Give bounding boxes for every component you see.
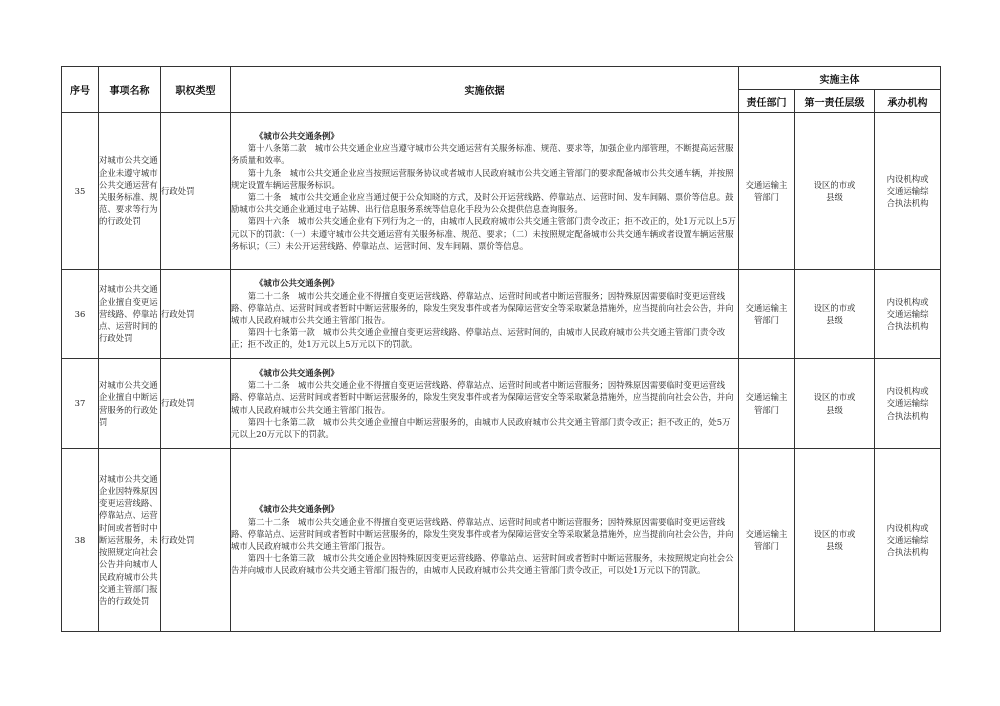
dept-text: 交通运输主管部门: [745, 302, 788, 325]
row-basis: [231, 270, 739, 359]
row-seq: 35: [62, 113, 99, 270]
row-dept: [739, 449, 795, 632]
row-item-name: 对城市公共交通企业擅自中断运营服务的行政处罚: [99, 359, 161, 449]
row-org: [875, 449, 941, 632]
row-function-type: 行政处罚: [161, 113, 231, 270]
basis-paragraph: 第十八条第二款 城市公共交通企业应当遵守城市公共交通运营有关服务标准、规范、要求等，加强企业内部管理，不断提高运营服务质量和效率。: [231, 143, 734, 166]
row-dept: [739, 113, 795, 270]
basis-paragraph: 第二十二条 城市公共交通企业不得擅自变更运营线路、停靠站点、运营时间或者中断运营服务；因特殊原因需要临时变更运营线路、停靠站点、运营时间或者暂时中断运营服务的，除发生突发事件或者为保障运营安全等采取紧急措施外，应当提前向社会公告，并向城市人民政府城市公共交通主管部门报告。: [231, 380, 734, 415]
basis-title: 《城市公共交通条例》: [255, 367, 339, 378]
row-basis: [231, 359, 739, 449]
level-text: 设区的市或县级: [813, 179, 856, 202]
header-item-name: 事项名称: [99, 67, 161, 113]
org-text: 内设机构或交通运输综合执法机构: [886, 173, 929, 209]
basis-title: 《城市公共交通条例》: [255, 504, 339, 515]
basis-paragraph: 第二十二条 城市公共交通企业不得擅自变更运营线路、停靠站点、运营时间或者中断运营服务；因特殊原因需要临时变更运营线路、停靠站点、运营时间或者暂时中断运营服务的，除发生突发事件或者为保障运营安全等采取紧急措施外，应当提前向社会公告，并向城市人民政府城市公共交通主管部门报告。: [231, 516, 734, 551]
basis-paragraph: 第四十六条 城市公共交通企业有下列行为之一的，由城市人民政府城市公共交通主管部门责令改正；拒不改正的，处1万元以上5万元以下的罚款：（一）未遵守城市公共交通运营有关服务标准、规范、要求；（二）未按照规定配备城市公共交通车辆或者设置车辆运营服务标识；（三）未公开运营线路、停靠站点、运营时间、发车间隔、票价等信息。: [231, 216, 736, 251]
row-function-type: 行政处罚: [161, 359, 231, 449]
org-text: 内设机构或交通运输综合执法机构: [886, 296, 929, 332]
org-text: 内设机构或交通运输综合执法机构: [886, 522, 929, 558]
org-text: 内设机构或交通运输综合执法机构: [886, 386, 929, 421]
row-seq: 37: [62, 359, 99, 449]
row-level: [795, 359, 875, 449]
header-dept: 责任部门: [739, 90, 795, 113]
row-basis: [231, 113, 739, 270]
header-org: 承办机构: [875, 90, 941, 113]
row-level: [795, 270, 875, 359]
table-row: [62, 359, 941, 449]
authority-list-table: [61, 66, 941, 632]
row-org: [875, 113, 941, 270]
row-seq: 38: [62, 449, 99, 632]
header-subject: 实施主体: [739, 67, 941, 90]
basis-paragraph: 第二十条 城市公共交通企业应当通过便于公众知晓的方式，及时公开运营线路、停靠站点、运营时间、发车间隔、票价等信息。鼓励城市公共交通企业通过电子站牌、出行信息服务系统等信息化手段为公众提供信息查询服务。: [231, 192, 734, 215]
row-org: [875, 359, 941, 449]
basis-paragraph: 第四十七条第一款 城市公共交通企业擅自变更运营线路、停靠站点、运营时间的，由城市人民政府城市公共交通主管部门责令改正；拒不改正的，处1万元以上5万元以下的罚款。: [231, 327, 726, 350]
row-function-type: 行政处罚: [161, 270, 231, 359]
dept-text: 交通运输主管部门: [745, 528, 788, 551]
row-basis: [231, 449, 739, 632]
row-level: [795, 449, 875, 632]
basis-title: 《城市公共交通条例》: [255, 278, 339, 289]
level-text: 设区的市或县级: [813, 528, 856, 551]
header-seq: 序号: [62, 67, 99, 113]
table-row: [62, 113, 941, 270]
row-item-name: 对城市公共交通企业擅自变更运营线路、停靠站点、运营时间的行政处罚: [99, 270, 161, 359]
row-item-name: 对城市公共交通企业未遵守城市公共交通运营有关服务标准、规范、要求等行为的行政处罚: [99, 113, 161, 270]
header-basis: 实施依据: [231, 67, 739, 113]
table-row: [62, 270, 941, 359]
row-function-type: 行政处罚: [161, 449, 231, 632]
row-dept: [739, 270, 795, 359]
row-org: [875, 270, 941, 359]
basis-paragraph: 第二十二条 城市公共交通企业不得擅自变更运营线路、停靠站点、运营时间或者中断运营服务；因特殊原因需要临时变更运营线路、停靠站点、运营时间或者暂时中断运营服务的，除发生突发事件或者为保障运营安全等采取紧急措施外，应当提前向社会公告，并向城市人民政府城市公共交通主管部门报告。: [231, 290, 734, 325]
basis-paragraph: 第十九条 城市公共交通企业应当按照运营服务协议或者城市人民政府城市公共交通主管部门的要求配备城市公共交通车辆，并按照规定设置车辆运营服务标识。: [231, 167, 734, 190]
level-text: 设区的市或县级: [813, 302, 856, 325]
row-seq: 36: [62, 270, 99, 359]
dept-text: 交通运输主管部门: [745, 179, 788, 202]
basis-title: 《城市公共交通条例》: [255, 130, 339, 141]
table-row: [62, 449, 941, 632]
row-dept: [739, 359, 795, 449]
level-text: 设区的市或县级: [813, 392, 856, 415]
header-level: 第一责任层级: [795, 90, 875, 113]
basis-paragraph: 第四十七条第二款 城市公共交通企业擅自中断运营服务的，由城市人民政府城市公共交通主管部门责令改正；拒不改正的，处5万元以上20万元以下的罚款。: [231, 416, 731, 439]
basis-paragraph: 第四十七条第三款 城市公共交通企业因特殊原因变更运营线路、停靠站点、运营时间或者暂时中断运营服务，未按照规定向社会公告并向城市人民政府城市公共交通主管部门报告的，由城市人民政府城市公共交通主管部门责令改正，可以处1万元以下的罚款。: [231, 553, 734, 576]
header-row-top: [62, 67, 941, 90]
header-function-type: 职权类型: [161, 67, 231, 113]
row-item-name: 对城市公共交通企业因特殊原因变更运营线路、停靠站点、运营时间或者暂时中断运营服务，未按照规定向社会公告并向城市人民政府城市公共交通主管部门报告的行政处罚: [99, 449, 161, 632]
row-level: [795, 113, 875, 270]
dept-text: 交通运输主管部门: [745, 392, 788, 415]
